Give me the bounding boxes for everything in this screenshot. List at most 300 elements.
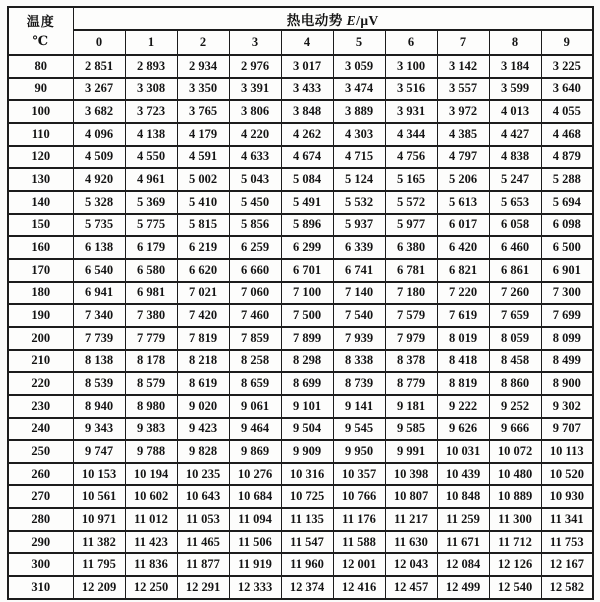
value-cell: 4 879 [541, 146, 593, 169]
value-cell: 10 398 [385, 463, 437, 486]
value-cell: 4 509 [73, 146, 125, 169]
value-cell: 9 585 [385, 418, 437, 441]
value-cell: 6 420 [437, 236, 489, 259]
value-cell: 7 619 [437, 304, 489, 327]
header-row-digits [8, 30, 593, 55]
value-cell: 7 260 [489, 282, 541, 305]
value-cell: 3 931 [385, 100, 437, 123]
value-cell: 3 557 [437, 78, 489, 101]
table-row [8, 259, 593, 282]
value-cell: 3 225 [541, 55, 593, 78]
value-cell: 11 012 [125, 508, 177, 531]
value-cell: 5 410 [177, 191, 229, 214]
value-cell: 6 017 [437, 214, 489, 237]
value-cell: 12 374 [281, 576, 333, 599]
value-cell: 12 291 [177, 576, 229, 599]
table-row [8, 146, 593, 169]
table-row [8, 236, 593, 259]
value-cell: 5 735 [73, 214, 125, 237]
value-cell: 10 807 [385, 485, 437, 508]
value-cell: 9 464 [229, 418, 281, 441]
value-cell: 4 797 [437, 146, 489, 169]
value-cell: 7 939 [333, 327, 385, 350]
value-cell: 11 423 [125, 531, 177, 554]
table-row [8, 214, 593, 237]
value-cell: 12 001 [333, 553, 385, 576]
value-cell: 3 059 [333, 55, 385, 78]
table-row [8, 78, 593, 101]
value-cell: 4 674 [281, 146, 333, 169]
table-row [8, 350, 593, 373]
value-cell: 3 017 [281, 55, 333, 78]
value-cell: 11 053 [177, 508, 229, 531]
temp-cell: 310 [8, 576, 73, 599]
value-cell: 6 380 [385, 236, 437, 259]
value-cell: 5 572 [385, 191, 437, 214]
value-cell: 8 739 [333, 372, 385, 395]
table-row [8, 440, 593, 463]
value-cell: 6 299 [281, 236, 333, 259]
value-cell: 11 176 [333, 508, 385, 531]
value-cell: 5 937 [333, 214, 385, 237]
value-cell: 6 861 [489, 259, 541, 282]
temp-cell: 170 [8, 259, 73, 282]
value-cell: 8 819 [437, 372, 489, 395]
value-cell: 3 267 [73, 78, 125, 101]
value-cell: 10 031 [437, 440, 489, 463]
value-cell: 12 250 [125, 576, 177, 599]
temp-cell: 290 [8, 531, 73, 554]
temp-cell: 190 [8, 304, 73, 327]
value-cell: 7 739 [73, 327, 125, 350]
value-cell: 3 308 [125, 78, 177, 101]
table-row [8, 576, 593, 599]
value-cell: 7 859 [229, 327, 281, 350]
value-cell: 4 262 [281, 123, 333, 146]
value-cell: 2 851 [73, 55, 125, 78]
value-cell: 10 357 [333, 463, 385, 486]
value-cell: 9 222 [437, 395, 489, 418]
value-cell: 7 100 [281, 282, 333, 305]
table-row [8, 55, 593, 78]
value-cell: 5 653 [489, 191, 541, 214]
value-cell: 6 620 [177, 259, 229, 282]
value-cell: 12 416 [333, 576, 385, 599]
value-cell: 6 179 [125, 236, 177, 259]
value-cell: 9 423 [177, 418, 229, 441]
table-row [8, 123, 593, 146]
value-cell: 5 369 [125, 191, 177, 214]
value-cell: 9 991 [385, 440, 437, 463]
value-cell: 6 741 [333, 259, 385, 282]
value-cell: 4 055 [541, 100, 593, 123]
temp-cell: 90 [8, 78, 73, 101]
value-cell: 10 848 [437, 485, 489, 508]
value-cell: 4 715 [333, 146, 385, 169]
table-row [8, 485, 593, 508]
value-cell: 10 561 [73, 485, 125, 508]
digit-column-header: 9 [541, 30, 593, 55]
value-cell: 2 976 [229, 55, 281, 78]
value-cell: 9 788 [125, 440, 177, 463]
temp-cell: 230 [8, 395, 73, 418]
value-cell: 9 141 [333, 395, 385, 418]
value-cell: 5 694 [541, 191, 593, 214]
value-cell: 7 540 [333, 304, 385, 327]
value-cell: 8 539 [73, 372, 125, 395]
value-cell: 9 101 [281, 395, 333, 418]
value-cell: 9 707 [541, 418, 593, 441]
digit-column-header: 0 [73, 30, 125, 55]
value-cell: 7 140 [333, 282, 385, 305]
value-cell: 6 259 [229, 236, 281, 259]
value-cell: 5 532 [333, 191, 385, 214]
value-cell: 3 142 [437, 55, 489, 78]
value-cell: 10 113 [541, 440, 593, 463]
value-cell: 5 613 [437, 191, 489, 214]
value-cell: 8 099 [541, 327, 593, 350]
value-cell: 6 138 [73, 236, 125, 259]
value-cell: 3 474 [333, 78, 385, 101]
value-cell: 5 896 [281, 214, 333, 237]
digit-column-header: 2 [177, 30, 229, 55]
value-cell: 6 821 [437, 259, 489, 282]
value-cell: 5 288 [541, 168, 593, 191]
value-cell: 7 220 [437, 282, 489, 305]
temp-cell: 260 [8, 463, 73, 486]
value-cell: 10 153 [73, 463, 125, 486]
value-cell: 9 302 [541, 395, 593, 418]
value-cell: 4 468 [541, 123, 593, 146]
value-cell: 6 540 [73, 259, 125, 282]
value-cell: 8 579 [125, 372, 177, 395]
value-cell: 9 666 [489, 418, 541, 441]
value-cell: 11 795 [73, 553, 125, 576]
value-cell: 7 899 [281, 327, 333, 350]
table-row [8, 463, 593, 486]
value-cell: 3 599 [489, 78, 541, 101]
value-cell: 11 135 [281, 508, 333, 531]
value-cell: 11 712 [489, 531, 541, 554]
value-cell: 6 058 [489, 214, 541, 237]
value-cell: 4 303 [333, 123, 385, 146]
digit-column-header: 5 [333, 30, 385, 55]
emf-unit: /μV [356, 12, 379, 28]
value-cell: 7 300 [541, 282, 593, 305]
value-cell: 4 427 [489, 123, 541, 146]
value-cell: 5 977 [385, 214, 437, 237]
value-cell: 6 098 [541, 214, 593, 237]
digit-column-header: 6 [385, 30, 437, 55]
value-cell: 4 591 [177, 146, 229, 169]
value-cell: 8 338 [333, 350, 385, 373]
value-cell: 7 779 [125, 327, 177, 350]
temperature-unit-label: ℃ [32, 33, 50, 48]
value-cell: 10 235 [177, 463, 229, 486]
value-cell: 6 781 [385, 259, 437, 282]
value-cell: 9 626 [437, 418, 489, 441]
table-row [8, 372, 593, 395]
value-cell: 7 699 [541, 304, 593, 327]
value-cell: 11 094 [229, 508, 281, 531]
value-cell: 7 340 [73, 304, 125, 327]
value-cell: 8 699 [281, 372, 333, 395]
value-cell: 9 545 [333, 418, 385, 441]
value-cell: 5 491 [281, 191, 333, 214]
value-cell: 5 775 [125, 214, 177, 237]
temp-cell: 120 [8, 146, 73, 169]
value-cell: 8 019 [437, 327, 489, 350]
value-cell: 5 165 [385, 168, 437, 191]
value-cell: 4 096 [73, 123, 125, 146]
value-cell: 8 218 [177, 350, 229, 373]
value-cell: 9 383 [125, 418, 177, 441]
value-cell: 11 506 [229, 531, 281, 554]
value-cell: 10 766 [333, 485, 385, 508]
value-cell: 4 179 [177, 123, 229, 146]
temp-cell: 210 [8, 350, 73, 373]
table-row [8, 282, 593, 305]
value-cell: 3 516 [385, 78, 437, 101]
value-cell: 9 950 [333, 440, 385, 463]
value-cell: 6 580 [125, 259, 177, 282]
table-row [8, 100, 593, 123]
value-cell: 5 856 [229, 214, 281, 237]
value-cell: 7 180 [385, 282, 437, 305]
value-cell: 6 701 [281, 259, 333, 282]
temp-cell: 160 [8, 236, 73, 259]
value-cell: 12 582 [541, 576, 593, 599]
value-cell: 10 276 [229, 463, 281, 486]
value-cell: 5 450 [229, 191, 281, 214]
value-cell: 6 460 [489, 236, 541, 259]
value-cell: 10 684 [229, 485, 281, 508]
value-cell: 9 061 [229, 395, 281, 418]
value-cell: 9 020 [177, 395, 229, 418]
value-cell: 8 418 [437, 350, 489, 373]
value-cell: 11 919 [229, 553, 281, 576]
value-cell: 4 756 [385, 146, 437, 169]
value-cell: 3 100 [385, 55, 437, 78]
value-cell: 11 836 [125, 553, 177, 576]
value-cell: 5 043 [229, 168, 281, 191]
value-cell: 4 013 [489, 100, 541, 123]
value-cell: 3 350 [177, 78, 229, 101]
temp-cell: 130 [8, 168, 73, 191]
value-cell: 11 630 [385, 531, 437, 554]
temp-cell: 140 [8, 191, 73, 214]
value-cell: 4 344 [385, 123, 437, 146]
value-cell: 8 860 [489, 372, 541, 395]
value-cell: 4 385 [437, 123, 489, 146]
value-cell: 10 971 [73, 508, 125, 531]
value-cell: 9 909 [281, 440, 333, 463]
value-cell: 9 252 [489, 395, 541, 418]
value-cell: 7 380 [125, 304, 177, 327]
value-cell: 9 343 [73, 418, 125, 441]
value-cell: 4 138 [125, 123, 177, 146]
value-cell: 12 084 [437, 553, 489, 576]
value-cell: 6 339 [333, 236, 385, 259]
value-cell: 8 059 [489, 327, 541, 350]
value-cell: 11 960 [281, 553, 333, 576]
value-cell: 8 258 [229, 350, 281, 373]
value-cell: 12 167 [541, 553, 593, 576]
value-cell: 7 420 [177, 304, 229, 327]
value-cell: 11 217 [385, 508, 437, 531]
digit-column-header: 8 [489, 30, 541, 55]
value-cell: 3 682 [73, 100, 125, 123]
value-cell: 6 901 [541, 259, 593, 282]
value-cell: 4 838 [489, 146, 541, 169]
digit-column-header: 1 [125, 30, 177, 55]
value-cell: 11 671 [437, 531, 489, 554]
value-cell: 7 979 [385, 327, 437, 350]
value-cell: 11 753 [541, 531, 593, 554]
header-row-title [8, 7, 593, 30]
value-cell: 8 378 [385, 350, 437, 373]
value-cell: 7 500 [281, 304, 333, 327]
value-cell: 12 499 [437, 576, 489, 599]
value-cell: 3 889 [333, 100, 385, 123]
value-cell: 3 848 [281, 100, 333, 123]
emf-symbol: E [346, 12, 357, 28]
value-cell: 4 550 [125, 146, 177, 169]
temperature-column-header [8, 7, 73, 55]
value-cell: 7 819 [177, 327, 229, 350]
value-cell: 5 328 [73, 191, 125, 214]
value-cell: 9 828 [177, 440, 229, 463]
value-cell: 3 806 [229, 100, 281, 123]
value-cell: 11 259 [437, 508, 489, 531]
value-cell: 2 934 [177, 55, 229, 78]
value-cell: 8 178 [125, 350, 177, 373]
temp-cell: 240 [8, 418, 73, 441]
table-row [8, 508, 593, 531]
value-cell: 11 382 [73, 531, 125, 554]
value-cell: 5 206 [437, 168, 489, 191]
value-cell: 10 072 [489, 440, 541, 463]
value-cell: 5 815 [177, 214, 229, 237]
value-cell: 11 588 [333, 531, 385, 554]
value-cell: 12 540 [489, 576, 541, 599]
value-cell: 6 941 [73, 282, 125, 305]
value-cell: 10 480 [489, 463, 541, 486]
value-cell: 5 084 [281, 168, 333, 191]
value-cell: 7 460 [229, 304, 281, 327]
emf-column-group-header [73, 7, 593, 30]
value-cell: 10 602 [125, 485, 177, 508]
value-cell: 9 504 [281, 418, 333, 441]
value-cell: 6 981 [125, 282, 177, 305]
table-row [8, 191, 593, 214]
value-cell: 3 391 [229, 78, 281, 101]
value-cell: 2 893 [125, 55, 177, 78]
value-cell: 11 547 [281, 531, 333, 554]
temp-cell: 220 [8, 372, 73, 395]
value-cell: 10 725 [281, 485, 333, 508]
value-cell: 8 900 [541, 372, 593, 395]
value-cell: 3 433 [281, 78, 333, 101]
value-cell: 10 643 [177, 485, 229, 508]
value-cell: 12 126 [489, 553, 541, 576]
value-cell: 10 930 [541, 485, 593, 508]
digit-column-header: 4 [281, 30, 333, 55]
value-cell: 4 633 [229, 146, 281, 169]
temp-cell: 280 [8, 508, 73, 531]
value-cell: 12 333 [229, 576, 281, 599]
value-cell: 5 247 [489, 168, 541, 191]
value-cell: 10 194 [125, 463, 177, 486]
value-cell: 4 961 [125, 168, 177, 191]
value-cell: 3 972 [437, 100, 489, 123]
value-cell: 8 940 [73, 395, 125, 418]
temp-cell: 200 [8, 327, 73, 350]
value-cell: 9 181 [385, 395, 437, 418]
table-row [8, 304, 593, 327]
table-row [8, 168, 593, 191]
value-cell: 8 298 [281, 350, 333, 373]
temp-cell: 180 [8, 282, 73, 305]
value-cell: 7 060 [229, 282, 281, 305]
temp-cell: 150 [8, 214, 73, 237]
emf-label-prefix: 热电动势 [286, 12, 347, 28]
value-cell: 8 619 [177, 372, 229, 395]
value-cell: 10 889 [489, 485, 541, 508]
value-cell: 8 779 [385, 372, 437, 395]
thermocouple-emf-table [7, 6, 594, 600]
value-cell: 3 640 [541, 78, 593, 101]
temp-cell: 80 [8, 55, 73, 78]
value-cell: 5 002 [177, 168, 229, 191]
temp-cell: 110 [8, 123, 73, 146]
value-cell: 6 660 [229, 259, 281, 282]
table-row [8, 418, 593, 441]
value-cell: 7 021 [177, 282, 229, 305]
value-cell: 11 300 [489, 508, 541, 531]
digit-column-header: 7 [437, 30, 489, 55]
table-row [8, 395, 593, 418]
value-cell: 8 499 [541, 350, 593, 373]
value-cell: 12 209 [73, 576, 125, 599]
table-row [8, 327, 593, 350]
value-cell: 6 219 [177, 236, 229, 259]
value-cell: 3 184 [489, 55, 541, 78]
value-cell: 8 659 [229, 372, 281, 395]
temp-cell: 100 [8, 100, 73, 123]
value-cell: 8 458 [489, 350, 541, 373]
value-cell: 4 220 [229, 123, 281, 146]
value-cell: 10 316 [281, 463, 333, 486]
value-cell: 12 457 [385, 576, 437, 599]
value-cell: 3 765 [177, 100, 229, 123]
digit-column-header: 3 [229, 30, 281, 55]
table-row [8, 553, 593, 576]
temperature-label: 温度 [26, 13, 55, 29]
value-cell: 10 520 [541, 463, 593, 486]
value-cell: 6 500 [541, 236, 593, 259]
value-cell: 9 747 [73, 440, 125, 463]
value-cell: 9 869 [229, 440, 281, 463]
value-cell: 11 341 [541, 508, 593, 531]
temp-cell: 300 [8, 553, 73, 576]
value-cell: 8 980 [125, 395, 177, 418]
table-row [8, 531, 593, 554]
temp-cell: 270 [8, 485, 73, 508]
temp-cell: 250 [8, 440, 73, 463]
value-cell: 5 124 [333, 168, 385, 191]
value-cell: 12 043 [385, 553, 437, 576]
